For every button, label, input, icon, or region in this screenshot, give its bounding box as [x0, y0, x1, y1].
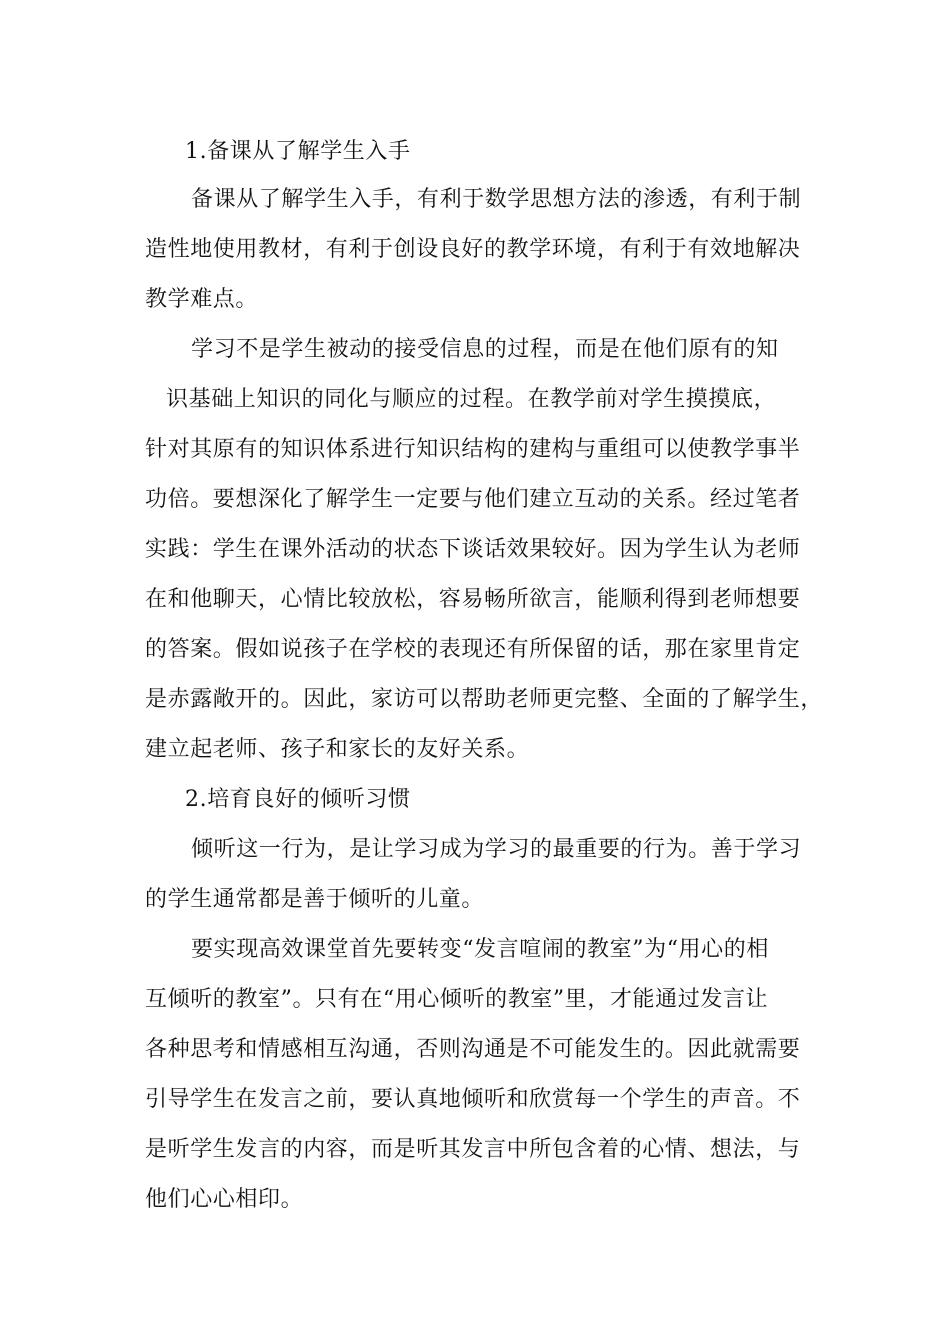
paragraph-line: 的学生通常都是善于倾听的儿童。	[145, 887, 485, 912]
paragraph-line: 的答案。假如说孩子在学校的表现还有所保留的话，那在家里肯定	[145, 637, 801, 662]
section-heading-2: 2.培育良好的倾听习惯	[185, 787, 411, 812]
paragraph-line: 互倾听的教室”。只有在“用心倾听的教室”里，才能通过发言让	[145, 987, 769, 1012]
paragraph-line: 引导学生在发言之前，要认真地倾听和欣赏每一个学生的声音。不	[145, 1087, 801, 1112]
paragraph-line: 他们心心相印。	[145, 1187, 304, 1212]
paragraph-line: 造性地使用教材，有利于创设良好的教学环境，有利于有效地解决	[145, 237, 801, 262]
paragraph-line: 识基础上知识的同化与顺应的过程。在教学前对学生摸摸底，	[166, 387, 777, 412]
paragraph-line: 学习不是学生被动的接受信息的过程，而是在他们原有的知	[191, 337, 779, 362]
paragraph-line: 要实现高效课堂首先要转变“发言喧闹的教室”为“用心的相	[191, 937, 769, 962]
paragraph-line: 备课从了解学生入手，有利于数学思想方法的渗透，有利于制	[191, 187, 802, 212]
paragraph-line: 针对其原有的知识体系进行知识结构的建构与重组可以使教学事半	[145, 437, 801, 462]
paragraph-line: 是听学生发言的内容，而是听其发言中所包含着的心情、想法，与	[145, 1137, 801, 1162]
paragraph-line: 教学难点。	[145, 287, 259, 312]
paragraph-line: 功倍。要想深化了解学生一定要与他们建立互动的关系。经过笔者	[145, 487, 801, 512]
paragraph-line: 倾听这一行为，是让学习成为学习的最重要的行为。善于学习	[191, 837, 802, 862]
paragraph-line: 实践：学生在课外活动的状态下谈话效果较好。因为学生认为老师	[145, 537, 801, 562]
section-heading-1: 1.备课从了解学生入手	[185, 139, 411, 164]
paragraph-line: 是赤露敞开的。因此，家访可以帮助老师更完整、全面的了解学生，	[145, 687, 824, 712]
paragraph-line: 在和他聊天，心情比较放松，容易畅所欲言，能顺利得到老师想要	[145, 587, 801, 612]
paragraph-line: 建立起老师、孩子和家长的友好关系。	[145, 737, 530, 762]
paragraph-line: 各种思考和情感相互沟通，否则沟通是不可能发生的。因此就需要	[145, 1037, 801, 1062]
